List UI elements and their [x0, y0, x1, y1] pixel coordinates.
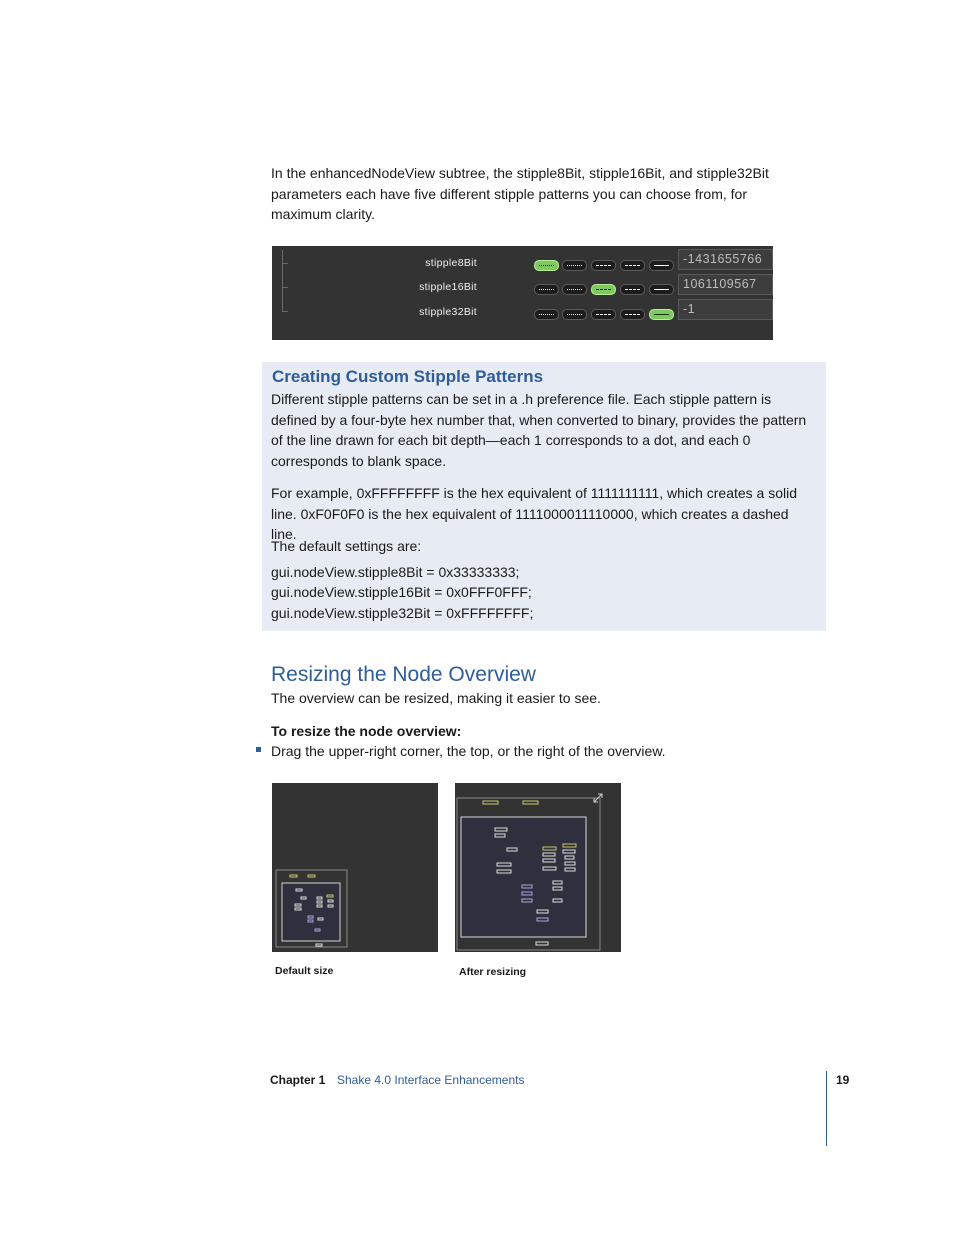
stipple-pattern-button[interactable] [649, 309, 674, 320]
footer-chapter: Chapter 1 [270, 1073, 326, 1087]
stipple-pattern-swatch [654, 265, 669, 266]
overview-default-figure [272, 783, 438, 952]
stipple16bit-label: stipple16Bit [419, 281, 477, 293]
node-icon [483, 801, 498, 804]
box-paragraph-3: The default settings are: [271, 538, 422, 554]
stipple-pattern-swatch [539, 265, 554, 266]
stipple8bit-value-field[interactable]: -1431655766 [678, 249, 773, 270]
overview-viewport[interactable] [461, 817, 586, 937]
stipple-pattern-button[interactable] [534, 309, 559, 320]
page-number: 19 [836, 1073, 850, 1087]
stipple-pattern-swatch [567, 314, 582, 315]
stipple-pattern-button[interactable] [562, 284, 587, 295]
stipple-pattern-button[interactable] [562, 309, 587, 320]
stipple32bit-value-field[interactable]: -1 [678, 299, 773, 320]
task-heading: To resize the node overview: [271, 723, 462, 739]
tree-connector [282, 263, 288, 264]
code-line-8bit: gui.nodeView.stipple8Bit = 0x33333333; [271, 564, 520, 580]
stipple-pattern-button[interactable] [649, 260, 674, 271]
stipple-pattern-swatch [596, 314, 611, 315]
stipple-pattern-button[interactable] [562, 260, 587, 271]
stipple-pattern-button[interactable] [620, 260, 645, 271]
node-icon [290, 875, 297, 877]
caption-after-resizing: After resizing [459, 966, 527, 978]
tree-connector [282, 311, 288, 312]
bullet-marker [256, 747, 261, 752]
stipple-pattern-button[interactable] [591, 260, 616, 271]
node-icon [308, 875, 315, 877]
tree-connector [282, 287, 288, 288]
overview-viewport[interactable] [282, 883, 340, 941]
stipple-pattern-button[interactable] [591, 284, 616, 295]
footer-chapter-title[interactable]: Shake 4.0 Interface Enhancements [337, 1073, 525, 1087]
box-paragraph-1: Different stipple patterns can be set in a .h preference file. Each stipple pattern is defined by a four-byte hex number that, when converted to binary, provides the pattern of the line drawn for each bit depth—each 1 corresponds to a dot, and each 0 corresponds to blank space. [271, 391, 807, 469]
overview-resized-figure [455, 783, 621, 952]
footer-divider [826, 1071, 827, 1146]
stipple-pattern-swatch [567, 289, 582, 290]
stipple-pattern-swatch [567, 265, 582, 266]
overview-resized-graphic [455, 783, 621, 952]
box-paragraph-2: For example, 0xFFFFFFFF is the hex equivalent of 1111111111, which creates a solid line. 0xF0F0F0 is the hex equivalent of 1111000011110000, which creates a dashed line. [271, 485, 798, 542]
intro-paragraph: In the enhancedNodeView subtree, the stipple8Bit, stipple16Bit, and stipple32Bit parameters each have five different stipple patterns you can choose from, for maximum clarity. [271, 165, 769, 222]
node-icon [523, 801, 538, 804]
stipple-pattern-swatch [625, 289, 640, 290]
stipple-pattern-swatch [654, 314, 669, 315]
section-heading: Resizing the Node Overview [271, 663, 536, 686]
stipple-pattern-button[interactable] [534, 260, 559, 271]
stipple-pattern-button[interactable] [620, 284, 645, 295]
stipple8bit-label: stipple8Bit [425, 257, 477, 269]
code-line-32bit: gui.nodeView.stipple32Bit = 0xFFFFFFFF; [271, 605, 534, 621]
stipple-pattern-swatch [596, 265, 611, 266]
stipple-pattern-button[interactable] [591, 309, 616, 320]
tree-connector [282, 250, 283, 312]
stipple-pattern-button[interactable] [649, 284, 674, 295]
overview-default-graphic [272, 783, 438, 952]
step-item: Drag the upper-right corner, the top, or the right of the overview. [271, 743, 666, 759]
stipple16bit-value-field[interactable]: 1061109567 [678, 274, 773, 295]
caption-default-size: Default size [275, 965, 334, 977]
node-icon [536, 942, 548, 945]
stipple-pattern-swatch [625, 265, 640, 266]
stipple32bit-label: stipple32Bit [419, 306, 477, 318]
stipple-pattern-swatch [539, 314, 554, 315]
node-icon [316, 944, 322, 946]
stipple-pattern-button[interactable] [534, 284, 559, 295]
stipple-pattern-button[interactable] [620, 309, 645, 320]
box-heading: Creating Custom Stipple Patterns [272, 367, 544, 386]
stipple-pattern-swatch [654, 289, 669, 290]
stipple-pattern-swatch [625, 314, 640, 315]
section-body: The overview can be resized, making it easier to see. [271, 690, 601, 706]
stipple-pattern-swatch [596, 289, 611, 290]
code-line-16bit: gui.nodeView.stipple16Bit = 0x0FFF0FFF; [271, 584, 532, 600]
stipple-pattern-swatch [539, 289, 554, 290]
